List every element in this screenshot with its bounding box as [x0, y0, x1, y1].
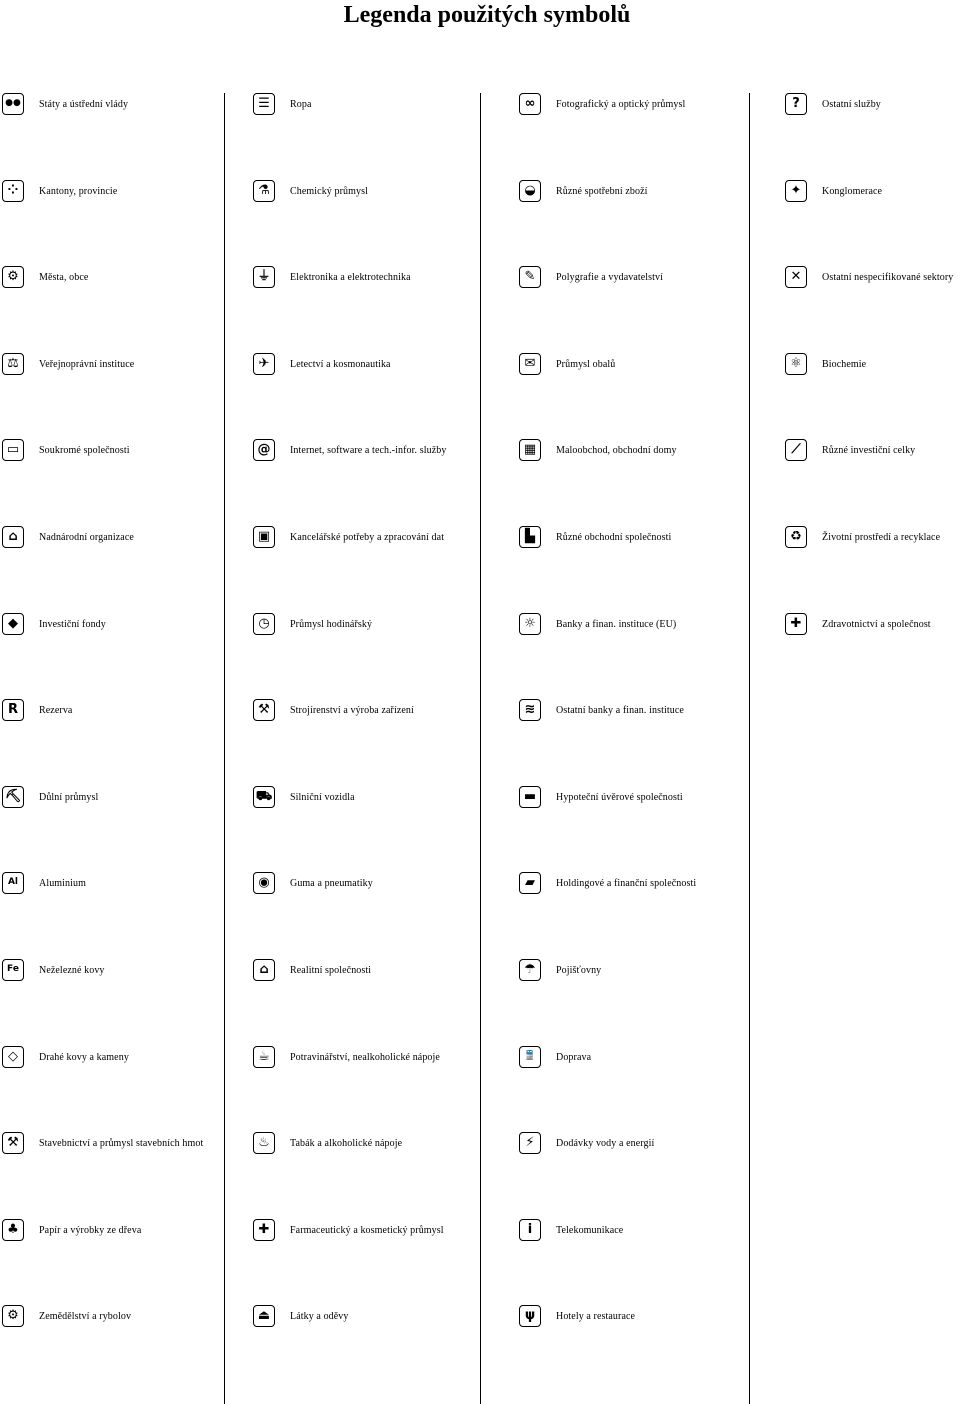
pan-icon: ◒ — [519, 180, 541, 202]
legend-item — [519, 1044, 591, 1070]
legend-item — [253, 1044, 440, 1070]
legend-item-label: Soukromé společnosti — [39, 444, 130, 456]
legend-item — [519, 91, 685, 117]
column-divider — [749, 93, 750, 1404]
legend-item — [2, 697, 72, 723]
legend-item — [2, 1130, 203, 1156]
legend-item-label: Města, obce — [39, 271, 89, 283]
column-divider — [480, 93, 481, 1404]
legend-item-label: Holdingové a finanční společnosti — [556, 877, 697, 889]
legend-item-label: Polygrafie a vydavatelství — [556, 271, 664, 283]
legend-item — [253, 611, 372, 637]
legend-item — [519, 870, 696, 896]
legend-item-label: Strojírenství a výroba zařízení — [290, 704, 414, 716]
airplane-icon: ✈ — [253, 353, 275, 375]
legend-item — [785, 524, 940, 550]
internet-icon: @ — [253, 439, 275, 461]
legend-item-label: Banky a finan. instituce (EU) — [556, 618, 677, 630]
legend-item — [2, 784, 98, 810]
legend-item — [785, 178, 882, 204]
legend-item — [2, 524, 134, 550]
legend-item — [253, 351, 391, 377]
legend-item-label: Internet, software a tech.-infor. služby — [290, 444, 447, 456]
tobacco-icon: ♨ — [253, 1132, 275, 1154]
health-cross-icon: ✚ — [785, 613, 807, 635]
legend-item-label: Ostatní banky a finan. instituce — [556, 704, 684, 716]
legend-item — [519, 351, 615, 377]
legend-item — [2, 870, 86, 896]
computer-icon: ▣ — [253, 526, 275, 548]
legend-item-label: Aluminium — [39, 877, 87, 889]
hanger-icon: ⏏ — [253, 1305, 275, 1327]
insurance-icon: ☂ — [519, 959, 541, 981]
legend-item — [519, 697, 684, 723]
cup-icon: ☕ — [253, 1046, 275, 1068]
legend-item — [253, 524, 444, 550]
legend-item-label: Dodávky vody a energií — [556, 1137, 655, 1149]
oil-barrel-icon: ☰ — [253, 93, 275, 115]
legend-item-label: Chemický průmysl — [290, 185, 368, 197]
legend-item-label: Tabák a alkoholické nápoje — [290, 1137, 403, 1149]
legend-item-label: Ostatní nespecifikované sektory — [822, 271, 954, 283]
mining-cart-icon: ⛏ — [2, 786, 24, 808]
atom-icon: ⚛ — [785, 353, 807, 375]
legend-item — [253, 178, 368, 204]
legend-item — [785, 264, 953, 290]
legend-item-label: Farmaceutický a kosmetický průmysl — [290, 1224, 444, 1236]
legend-item-label: Státy a ústřední vlády — [39, 98, 129, 110]
legend-item-label: Konglomerace — [822, 185, 883, 197]
legend-item-label: Ostatní služby — [822, 98, 881, 110]
truck-icon: ⛟ — [253, 786, 275, 808]
investment-fund-icon: ◆ — [2, 613, 24, 635]
legend-item-label: Fotografický a optický průmysl — [556, 98, 686, 110]
medkit-icon: ✚ — [253, 1219, 275, 1241]
legend-item — [253, 784, 355, 810]
nonferrous-fe-icon: Fe — [2, 959, 24, 981]
legend-item — [519, 1217, 623, 1243]
legend-item-label: Důlní průmysl — [39, 791, 99, 803]
train-icon: 🚆 — [519, 1046, 541, 1068]
trade-icon: ▙ — [519, 526, 541, 548]
legend-item-label: Neželezné kovy — [39, 964, 105, 976]
legend-item-label: Různé obchodní společnosti — [556, 531, 672, 543]
legend-item-label: Potravinářství, nealkoholické nápoje — [290, 1051, 440, 1063]
legend-item — [253, 1130, 402, 1156]
legend-item-label: Různé investiční celky — [822, 444, 916, 456]
legend-item — [253, 870, 373, 896]
legend-item-label: Drahé kovy a kameny — [39, 1051, 129, 1063]
page-title: Legenda použitých symbolů — [343, 2, 631, 28]
legend-item — [519, 1130, 654, 1156]
legend-item-label: Letectví a kosmonautika — [290, 358, 391, 370]
state-government-icon: ●● — [2, 93, 24, 115]
legend-item — [2, 611, 106, 637]
legend-item — [2, 1303, 131, 1329]
legend-item-label: Hypoteční úvěrové společnosti — [556, 791, 683, 803]
water-tap-icon: ⚡ — [519, 1132, 541, 1154]
legend-item — [519, 524, 671, 550]
tractor-icon: ⚙ — [2, 1305, 24, 1327]
legend-item-label: Maloobchod, obchodní domy — [556, 444, 677, 456]
legend-item-label: Různé spotřební zboží — [556, 185, 648, 197]
legend-item-label: Nadnárodní organizace — [39, 531, 134, 543]
legend-item-label: Pojišťovny — [556, 964, 602, 976]
legend-item-label: Guma a pneumatiky — [290, 877, 373, 889]
legend-item — [253, 91, 312, 117]
legend-item-label: Telekomunikace — [556, 1224, 624, 1236]
cutlery-icon: ψ — [519, 1305, 541, 1327]
legend-item-label: Zdravotnictví a společnost — [822, 618, 931, 630]
legend-item-label: Biochemie — [822, 358, 867, 370]
legend-item — [253, 957, 371, 983]
cart-icon: ▦ — [519, 439, 541, 461]
legend-item — [785, 437, 915, 463]
legend-item-label: Zemědělství a rybolov — [39, 1310, 132, 1322]
legend-item-label: Papír a výrobky ze dřeva — [39, 1224, 142, 1236]
chart-line-icon: ⟋ — [785, 439, 807, 461]
legend-item-label: Stavebnictví a průmysl stavebních hmot — [39, 1137, 204, 1149]
legend-item-label: Kantony, provincie — [39, 185, 118, 197]
plug-icon: ⏚ — [253, 266, 275, 288]
legend-item — [2, 178, 117, 204]
legend-item — [253, 1217, 444, 1243]
legend-item-label: Hotely a restaurace — [556, 1310, 636, 1322]
flask-icon: ⚗ — [253, 180, 275, 202]
legend-item — [253, 697, 414, 723]
info-icon: i — [519, 1219, 541, 1241]
legend-item — [519, 957, 601, 983]
column-divider — [224, 93, 225, 1404]
eu-bank-icon: ☼ — [519, 613, 541, 635]
legend-item-label: Investiční fondy — [39, 618, 106, 630]
construction-icon: ⚒ — [2, 1132, 24, 1154]
private-company-icon: ▭ — [2, 439, 24, 461]
legend-item — [253, 264, 411, 290]
legend-item — [519, 264, 663, 290]
legend-item — [253, 437, 446, 463]
supranational-icon: ⌂ — [2, 526, 24, 548]
city-gear-icon: ⚙ — [2, 266, 24, 288]
scales-icon: ⚖ — [2, 353, 24, 375]
coins-icon: ≋ — [519, 699, 541, 721]
legend-item-label: Kancelářské potřeby a zpracování dat — [290, 531, 445, 543]
legend-item-label: Elektronika a elektrotechnika — [290, 271, 411, 283]
glasses-icon: ∞ — [519, 93, 541, 115]
legend-item — [785, 351, 866, 377]
legend-item — [2, 351, 134, 377]
tree-icon: ♣ — [2, 1219, 24, 1241]
legend-item — [2, 957, 105, 983]
legend-item — [2, 1217, 141, 1243]
legend-item-label: Realitní společnosti — [290, 964, 372, 976]
legend-item — [519, 1303, 635, 1329]
legend-item-label: Ropa — [290, 98, 312, 110]
legend-item — [2, 437, 130, 463]
mortgage-icon: ▬ — [519, 786, 541, 808]
legend-item-label: Doprava — [556, 1051, 592, 1063]
wrench-icon: ⚒ — [253, 699, 275, 721]
legend-item-label: Rezerva — [39, 704, 73, 716]
pen-icon: ✎ — [519, 266, 541, 288]
conglomerate-icon: ✦ — [785, 180, 807, 202]
legend-item-label: Látky a oděvy — [290, 1310, 349, 1322]
diamond-icon: ◇ — [2, 1046, 24, 1068]
legend-item — [785, 611, 931, 637]
legend-item — [519, 784, 683, 810]
question-icon: ? — [785, 93, 807, 115]
legend-item — [2, 91, 128, 117]
aluminium-icon: Al — [2, 872, 24, 894]
canton-province-icon: ⁘ — [2, 180, 24, 202]
legend-item-label: Životní prostředí a recyklace — [822, 531, 941, 543]
recycle-icon: ♻ — [785, 526, 807, 548]
legend-item — [519, 437, 677, 463]
legend-item — [785, 91, 881, 117]
holding-icon: ▰ — [519, 872, 541, 894]
legend-item-label: Veřejnoprávní instituce — [39, 358, 135, 370]
legend-item-label: Silniční vozidla — [290, 791, 355, 803]
envelope-icon: ✉ — [519, 353, 541, 375]
reserve-r-icon: R — [2, 699, 24, 721]
legend-item — [2, 264, 88, 290]
legend-item-label: Průmysl hodinářský — [290, 618, 373, 630]
legend-item — [519, 178, 648, 204]
legend-item — [519, 611, 676, 637]
unspecified-icon: ✕ — [785, 266, 807, 288]
tire-icon: ◉ — [253, 872, 275, 894]
legend-item — [2, 1044, 129, 1070]
clock-icon: ◷ — [253, 613, 275, 635]
legend-item-label: Průmysl obalů — [556, 358, 616, 370]
legend-item — [253, 1303, 349, 1329]
house-icon: ⌂ — [253, 959, 275, 981]
